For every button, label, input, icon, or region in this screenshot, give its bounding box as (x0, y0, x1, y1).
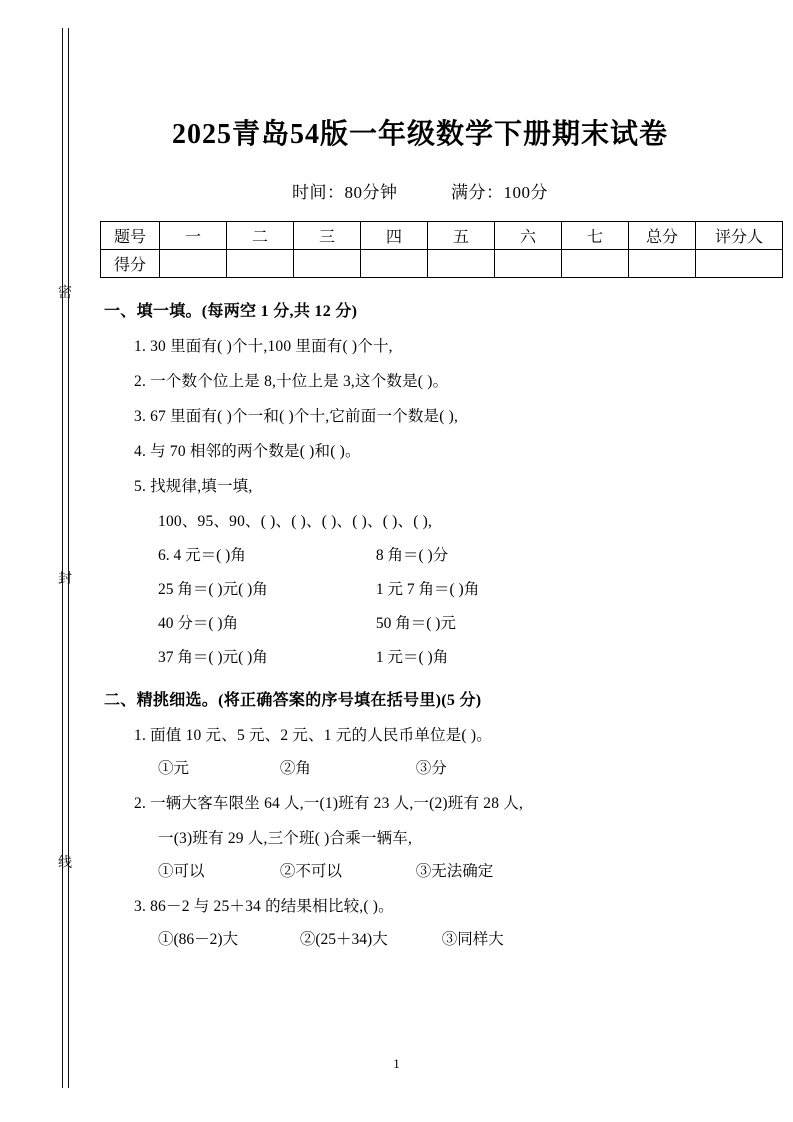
score-cell-6[interactable] (495, 250, 562, 278)
score-cell-5[interactable] (428, 250, 495, 278)
question-1-6-left-2: 25 角＝( )元( )角 (158, 581, 268, 598)
score-table-header-3: 三 (294, 222, 361, 250)
score-table-row-label: 得分 (101, 250, 160, 278)
seal-char-mi: 密 (58, 286, 72, 301)
exam-meta (100, 178, 740, 203)
score-table-header-4: 四 (361, 222, 428, 250)
option-2-2-b[interactable]: ②不可以 (279, 863, 342, 880)
question-2-2-options (158, 859, 740, 881)
question-1-6-row-4 (158, 645, 740, 667)
score-cell-7[interactable] (562, 250, 629, 278)
question-1-6-left-4: 37 角＝( )元( )角 (158, 649, 268, 666)
question-2-1-options (158, 756, 740, 778)
table-row (101, 250, 783, 278)
question-1-6-right-4: 1 元＝( )角 (375, 649, 449, 666)
option-2-1-b[interactable]: ②角 (279, 760, 311, 777)
question-2-3: 3. 86－2 与 25＋34 的结果相比较,( )。 (134, 898, 394, 915)
seal-char-xian: 线 (58, 856, 72, 871)
exam-total-score: 满分：100分 (451, 183, 548, 202)
question-1-6-row-2 (158, 577, 740, 599)
page-title: 2025青岛54版一年级数学下册期末试卷 (171, 119, 668, 150)
exam-time: 时间：80分钟 (292, 183, 398, 202)
score-cell-4[interactable] (361, 250, 428, 278)
question-1-6-left-1: 6. 4 元＝( )角 (158, 547, 246, 564)
question-1-5: 5. 找规律,填一填, (134, 478, 253, 495)
question-1-6-row-3 (158, 611, 740, 633)
question-1-6-right-2: 1 元 7 角＝( )角 (375, 581, 480, 598)
question-1-2: 2. 一个数个位上是 8,十位上是 3,这个数是( )。 (134, 373, 449, 390)
score-cell-1[interactable] (160, 250, 227, 278)
left-border-line-inner (68, 28, 69, 1088)
page-number: 1 (393, 1056, 400, 1071)
seal-char-feng: 封 (58, 572, 72, 587)
option-2-2-a[interactable]: ①可以 (158, 863, 205, 880)
exam-content (100, 0, 763, 949)
option-2-3-a[interactable]: ①(86－2)大 (158, 931, 239, 948)
score-table-header-2: 二 (227, 222, 294, 250)
score-table-header-6: 六 (495, 222, 562, 250)
score-table-header-grader: 评分人 (696, 222, 783, 250)
option-2-3-b[interactable]: ②(25＋34)大 (299, 931, 388, 948)
score-table-header-total: 总分 (629, 222, 696, 250)
question-1-6-row-1 (158, 543, 740, 565)
score-cell-grader[interactable] (696, 250, 783, 278)
option-2-1-c[interactable]: ③分 (415, 760, 447, 777)
score-table-header-label: 题号 (101, 222, 160, 250)
section-heading-1: 一、填一填。(每两空 1 分,共 12 分) (104, 303, 358, 320)
question-2-2: 2. 一辆大客车限坐 64 人,一(1)班有 23 人,一(2)班有 28 人, (134, 795, 524, 812)
option-2-3-c[interactable]: ③同样大 (441, 931, 504, 948)
score-table-header-7: 七 (562, 222, 629, 250)
option-2-2-c[interactable]: ③无法确定 (415, 863, 494, 880)
question-2-2-cont: 一(3)班有 29 人,三个班( )合乘一辆车, (158, 830, 413, 847)
question-1-1: 1. 30 里面有( )个十,100 里面有( )个十, (134, 338, 393, 355)
question-1-6-left-3: 40 分＝( )角 (158, 615, 239, 632)
section-heading-2: 二、精挑细选。(将正确答案的序号填在括号里)(5 分) (104, 692, 482, 709)
score-cell-total[interactable] (629, 250, 696, 278)
table-row (101, 222, 783, 250)
option-2-1-a[interactable]: ①元 (158, 760, 190, 777)
question-2-1: 1. 面值 10 元、5 元、2 元、1 元的人民币单位是( )。 (134, 727, 492, 744)
question-1-6-right-3: 50 角＝( )元 (375, 615, 456, 632)
score-table-header-1: 一 (160, 222, 227, 250)
question-1-5-sequence: 100、95、90、( )、( )、( )、( )、( )、( ), (158, 513, 433, 530)
score-table-header-5: 五 (428, 222, 495, 250)
score-cell-3[interactable] (294, 250, 361, 278)
score-cell-2[interactable] (227, 250, 294, 278)
question-2-3-options (158, 927, 740, 949)
score-table (100, 221, 783, 278)
question-1-3: 3. 67 里面有( )个一和( )个十,它前面一个数是( ), (134, 408, 459, 425)
question-1-4: 4. 与 70 相邻的两个数是( )和( )。 (134, 443, 361, 460)
left-border-line-outer (62, 28, 63, 1088)
question-1-6-right-1: 8 角＝( )分 (375, 547, 449, 564)
